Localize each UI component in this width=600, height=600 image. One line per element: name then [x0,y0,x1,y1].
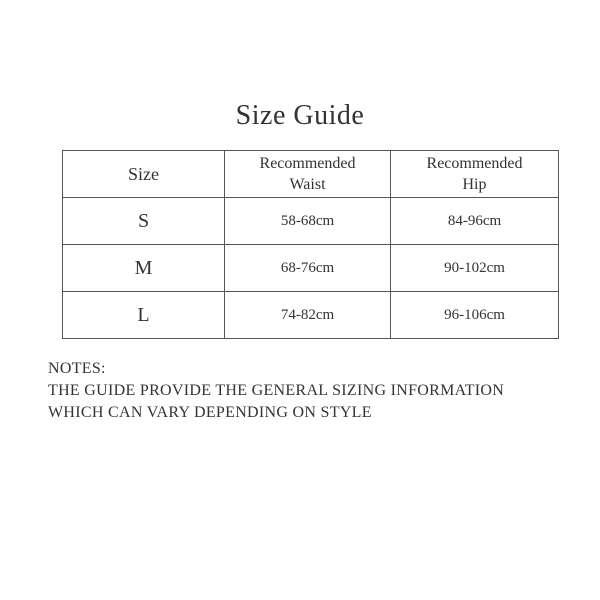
hip-cell: 96-106cm [391,292,559,339]
table-row [63,245,559,292]
waist-cell: 58-68cm [225,198,391,245]
size-cell: S [63,198,225,245]
header-waist-line2: Waist [289,176,326,193]
header-hip-line2: Hip [462,176,487,193]
hip-cell: 90-102cm [391,245,559,292]
notes-section [48,358,588,424]
header-hip [391,151,559,198]
notes-line-1: THE GUIDE PROVIDE THE GENERAL SIZING INFORMATION [48,382,505,399]
header-size: Size [63,151,225,198]
notes-line-2: WHICH CAN VARY DEPENDING ON STYLE [48,404,372,421]
waist-cell: 68-76cm [225,245,391,292]
table-row [63,198,559,245]
size-cell: M [63,245,225,292]
page-title: Size Guide [235,100,365,131]
waist-cell: 74-82cm [225,292,391,339]
table-header-row [63,151,559,198]
header-waist [225,151,391,198]
size-table [62,150,559,339]
hip-cell: 84-96cm [391,198,559,245]
notes-heading: NOTES: [48,360,106,377]
table-row [63,292,559,339]
header-waist-line1: Recommended [259,155,356,172]
header-hip-line1: Recommended [426,155,523,172]
size-cell: L [63,292,225,339]
